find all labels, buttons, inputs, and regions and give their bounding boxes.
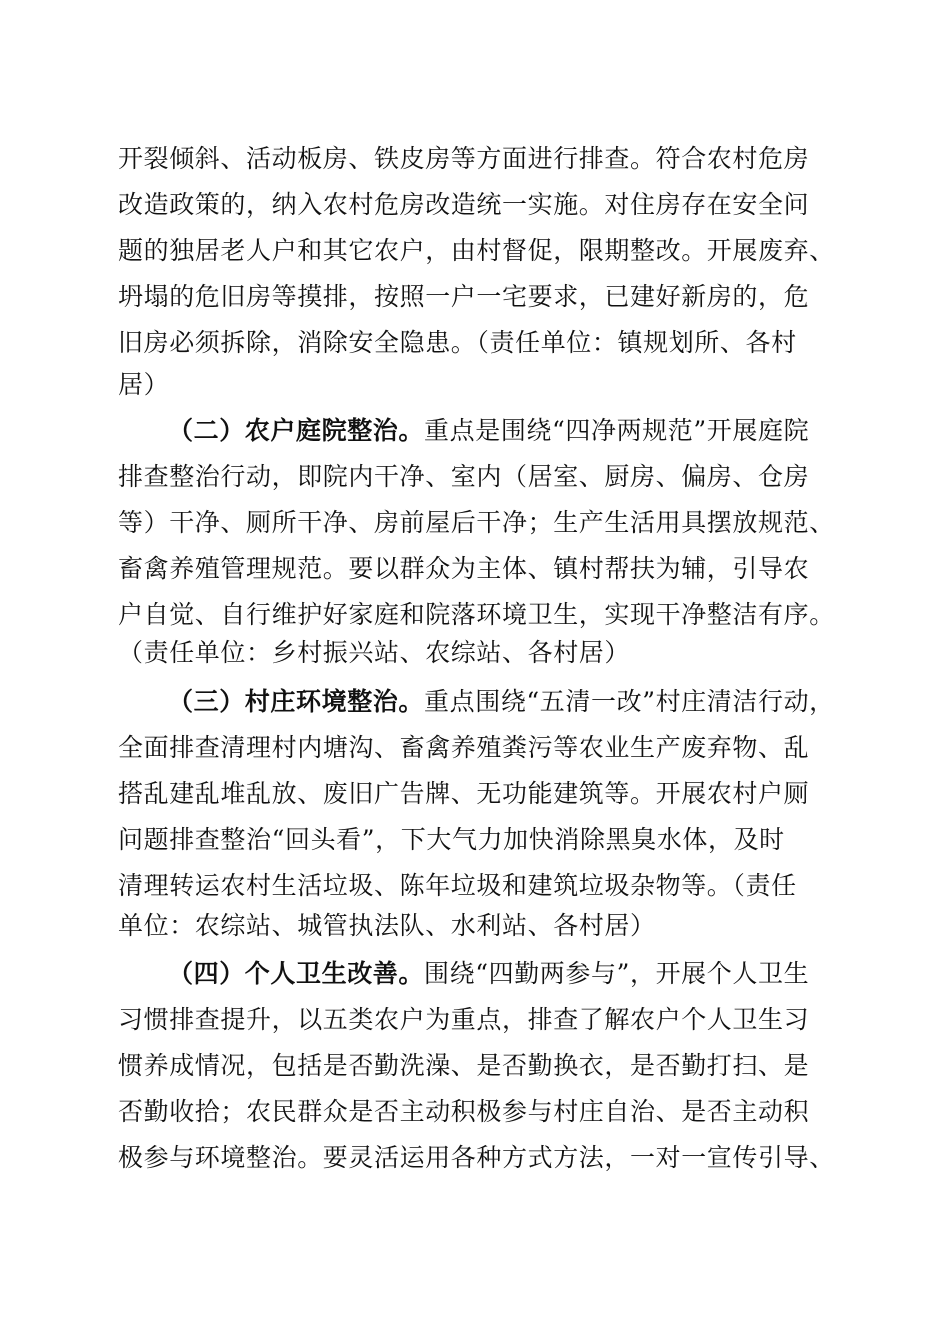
- text-line: 开裂倾斜、活动板房、铁皮房等方面进行排查。符合农村危房: [118, 144, 810, 173]
- text-line: 清理转运农村生活垃圾、陈年垃圾和建筑垃圾杂物等。（责任: [118, 871, 797, 900]
- section-3-lead: 重点围绕“五清一改”村庄清洁行动，: [424, 687, 835, 716]
- text-line: 排查整治行动，即院内干净、室内（居室、厨房、偏房、仓房: [118, 462, 810, 491]
- text-line: 题的独居老人户和其它农户，由村督促，限期整改。开展废弃、: [118, 236, 835, 265]
- section-2-heading: （二）农户庭院整治。: [168, 416, 425, 445]
- text-line: 搭乱建乱堆乱放、废旧广告牌、无功能建筑等。开展农村户厕: [118, 779, 810, 808]
- text-line: 极参与环境整治。要灵活运用各种方式方法，一对一宣传引导、: [118, 1143, 835, 1172]
- section-3-heading: （三）村庄环境整治。: [168, 687, 425, 716]
- text-line: 改造政策的，纳入农村危房改造统一实施。对住房存在安全问: [118, 190, 810, 219]
- text-line: 旧房必须拆除，消除安全隐患。（责任单位：镇规划所、各村: [118, 328, 797, 357]
- text-line: 否勤收拾；农民群众是否主动积极参与村庄自治、是否主动积: [118, 1097, 810, 1126]
- text-line: 问题排查整治“回头看”，下大气力加快消除黑臭水体，及时: [118, 825, 785, 854]
- text-line: 畜禽养殖管理规范。要以群众为主体、镇村帮扶为辅，引导农: [118, 554, 810, 583]
- text-line: 居）: [118, 370, 170, 399]
- text-line: 单位：农综站、城管执法队、水利站、各村居）: [118, 911, 656, 940]
- text-line: 坍塌的危旧房等摸排，按照一户一宅要求，已建好新房的，危: [118, 282, 810, 311]
- section-3-first-line: [168, 680, 838, 724]
- section-4-first-line: [168, 952, 838, 996]
- section-4-heading: （四）个人卫生改善。: [168, 959, 425, 988]
- text-line: （责任单位：乡村振兴站、农综站、各村居）: [118, 638, 631, 667]
- text-line: 户自觉、自行维护好家庭和院落环境卫生，实现干净整洁有序。: [118, 600, 835, 629]
- section-2-lead: 重点是围绕“四净两规范”开展庭院: [424, 416, 810, 445]
- text-line: 惯养成情况，包括是否勤洗澡、是否勤换衣，是否勤打扫、是: [118, 1051, 810, 1080]
- section-2-first-line: [168, 409, 838, 453]
- text-line: 习惯排查提升，以五类农户为重点，排查了解农户个人卫生习: [118, 1005, 810, 1034]
- text-line: 等）干净、厕所干净、房前屋后干净；生产生活用具摆放规范、: [118, 508, 835, 537]
- text-line: 全面排查清理村内塘沟、畜禽养殖粪污等农业生产废弃物、乱: [118, 733, 810, 762]
- section-4-lead: 围绕“四勤两参与”，开展个人卫生: [424, 959, 810, 988]
